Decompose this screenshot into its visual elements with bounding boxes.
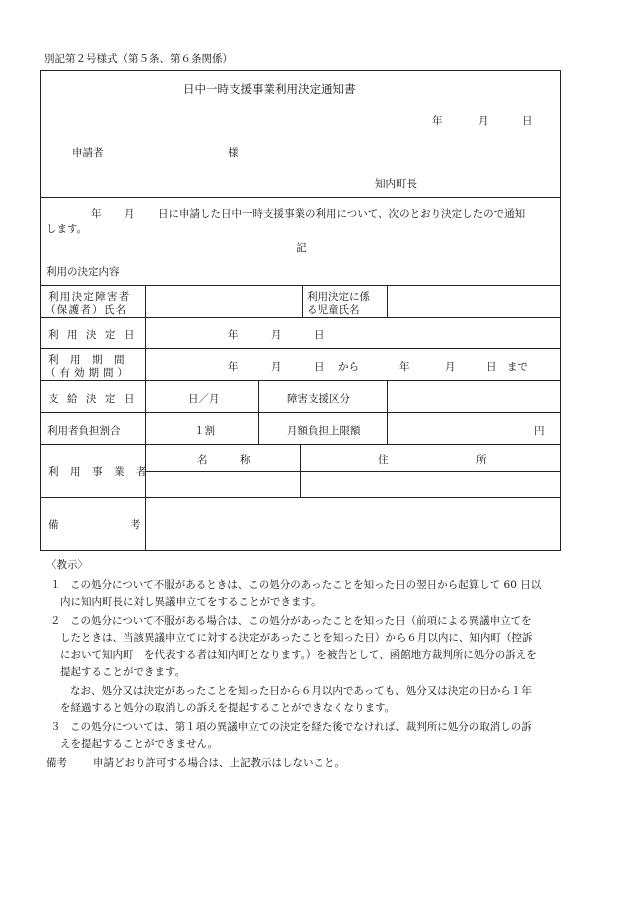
intro-text-line1: 日に申請した日中一時支援事業の利用について、次のとおり決定したので通知	[158, 208, 526, 220]
table-line	[40, 348, 561, 349]
note-3-line-1: この処分については、第１項の異議申立ての決定を経た後でなければ、裁判所に処分の取消しの訴	[70, 721, 532, 733]
period-start-year: 年	[228, 361, 239, 373]
decision-year: 年	[228, 329, 239, 341]
remark-text: 申請どおり許可する場合は、上記教示はしないこと。	[93, 757, 345, 769]
child-name-field[interactable]	[388, 286, 560, 317]
section-label: 利用の決定内容	[46, 266, 120, 278]
date-day: 日	[522, 115, 533, 127]
provider-address-field[interactable]	[301, 472, 560, 497]
period-label-1: 利用期間	[48, 354, 136, 366]
yen-unit: 円	[534, 425, 545, 437]
period-end-day: 日	[486, 361, 497, 373]
period-end-month: 月	[445, 361, 456, 373]
provider-name-header-2: 称	[240, 454, 251, 466]
decision-date-label: 利用決定日	[48, 329, 143, 341]
decision-month: 月	[271, 329, 282, 341]
period-label-2: （有効期間）	[45, 367, 132, 379]
period-start-day: 日	[314, 361, 325, 373]
period-until: まで	[507, 361, 528, 373]
document-title: 日中一時支援事業利用決定通知書	[183, 82, 356, 96]
provider-address-header-1: 住	[378, 454, 389, 466]
period-from: から	[338, 361, 359, 373]
issuer: 知内町長	[375, 178, 417, 190]
period-start-month: 月	[271, 361, 282, 373]
note-2-line-5: なお、処分又は決定があったことを知った日から６月以内であっても、処分又は決定の日から１年	[70, 685, 532, 697]
support-category-label: 障害支援区分	[287, 393, 350, 405]
date-month: 月	[478, 115, 489, 127]
intro-month: 月	[124, 208, 135, 220]
remarks-label-1: 備	[48, 519, 59, 531]
monthly-cap-label: 月額負担上限額	[287, 425, 361, 437]
intro-year: 年	[91, 208, 102, 220]
recipient-name-label-1: 利用決定障害者	[48, 291, 131, 303]
table-vline	[258, 380, 259, 444]
provider-name-field[interactable]	[146, 472, 300, 497]
note-2-line-3: において知内町 を代表する者は知内町となります。）を被告として、函館地方裁判所に処分の訴えを	[60, 649, 537, 661]
divider-top	[40, 197, 561, 198]
table-line	[40, 412, 561, 413]
note-2-line-2: したときは、当該異議申立てに対する決定があったことを知った日）から６月以内に、知内町（控訴	[60, 632, 533, 644]
table-line	[40, 317, 561, 318]
recipient-name-field[interactable]	[146, 286, 302, 317]
remarks-field[interactable]	[146, 498, 560, 550]
form-reference: 別記第２号様式（第５条、第６条関係）	[44, 53, 233, 65]
intro-text-line2: します。	[46, 223, 88, 235]
payment-date-value: 日／月	[188, 393, 220, 405]
note-1-line-2: 内に知内町長に対し異議申立てをすることができます。	[60, 596, 322, 608]
decision-day: 日	[314, 329, 325, 341]
applicant-label: 申請者	[72, 147, 104, 159]
note-3-number: ３	[50, 721, 61, 733]
note-2-line-4: 提起することができます。	[60, 666, 186, 678]
child-name-label-2: る児童氏名	[307, 304, 360, 316]
provider-address-header-2: 所	[476, 454, 487, 466]
remarks-label-2: 考	[130, 519, 141, 531]
period-end-year: 年	[399, 361, 410, 373]
note-3-line-2: えを提起することができません。	[60, 738, 219, 750]
payment-date-label: 支給決定日	[48, 393, 143, 405]
child-name-label-1: 利用決定に係	[307, 291, 370, 303]
recipient-name-label-2: （保護者）氏名	[45, 304, 128, 316]
burden-ratio-label: 利用者負担割合	[47, 425, 121, 437]
honorific: 様	[228, 147, 239, 159]
provider-name-header-1: 名	[197, 454, 208, 466]
note-2-number: ２	[50, 615, 61, 627]
ki-mark: 記	[296, 242, 307, 254]
burden-ratio-value: １割	[194, 425, 215, 437]
date-year: 年	[432, 115, 443, 127]
provider-label: 利用事業者	[48, 466, 158, 478]
note-2-line-6: を経過すると処分の取消しの訴えを提起することができなくなります。	[60, 702, 396, 714]
note-1-line-1: この処分について不服があるときは、この処分のあったことを知った日の翌日から起算して 60 日以	[70, 579, 542, 591]
notes-heading: 〈教示〉	[46, 559, 88, 571]
note-2-line-1: この処分について不服がある場合は、この処分があったことを知った日（前項による異議申立てを	[70, 615, 532, 627]
table-vline	[302, 285, 303, 317]
support-category-field[interactable]	[388, 381, 560, 412]
note-1-number: １	[50, 579, 61, 591]
remark-label: 備考	[46, 757, 67, 769]
